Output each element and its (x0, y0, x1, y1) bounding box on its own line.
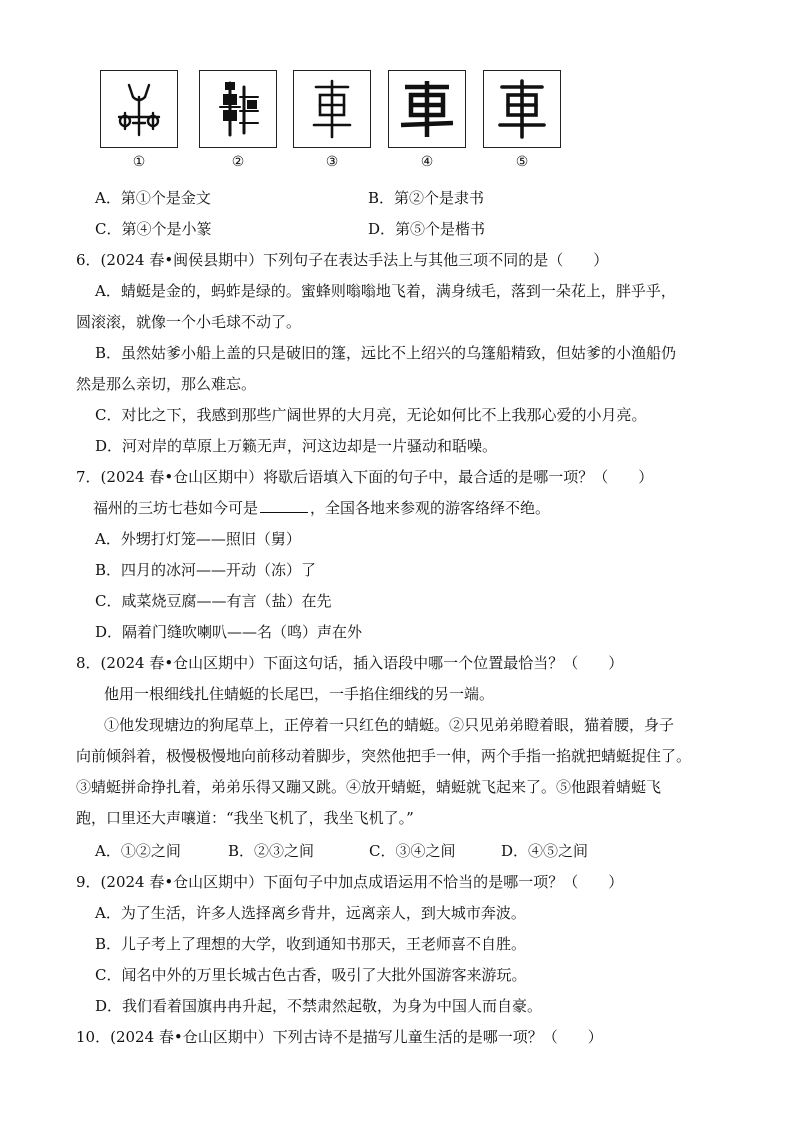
q8-option-b[interactable]: B．②③之间 (228, 842, 315, 860)
char-box-4 (388, 70, 466, 148)
q8-option-d[interactable]: D．④⑤之间 (501, 842, 589, 860)
q10-stem: 10．(2024 春•仓山区期中）下列古诗不是描写儿童生活的是哪一项？（ ） (76, 1028, 603, 1046)
q7-option-a[interactable]: A．外甥打灯笼——照旧（舅） (95, 530, 301, 548)
q7-text-after: ，全国各地来参观的游客络绎不绝。 (310, 499, 551, 517)
q6-option-b-line2: 然是那么亲切，那么难忘。 (76, 375, 257, 393)
jiaguwen-che-glyph-icon (107, 77, 171, 141)
char-num-1: ① (132, 154, 146, 170)
q8-option-c[interactable]: C．③④之间 (369, 842, 456, 860)
q6-option-a-line1[interactable]: A．蜻蜓是金的，蚂蚱是绿的。蜜蜂则嗡嗡地飞着，满身绒毛，落到一朵花上，胖乎乎， (95, 282, 676, 300)
character-evolution-row (100, 70, 570, 170)
char-box-3 (293, 70, 371, 148)
q8-passage-line2: 向前倾斜着，极慢极慢地向前移动着脚步，突然他把手一伸，两个手指一掐就把蜻蜓捉住了。 (76, 747, 692, 765)
q7-sentence (93, 498, 550, 518)
char-box-5 (483, 70, 561, 148)
char-cell-3 (293, 70, 371, 170)
char-num-3: ③ (325, 154, 339, 170)
char-box-2 (199, 70, 277, 148)
lishu-che-glyph-icon (395, 77, 459, 141)
char-cell-1 (100, 70, 178, 170)
q8-option-a[interactable]: A．①②之间 (95, 842, 181, 860)
char-num-5: ⑤ (515, 154, 529, 170)
char-num-2: ② (231, 154, 245, 170)
q7-text-before: 福州的三坊七巷如今可是 (93, 499, 259, 517)
q8-passage-line3: ③蜻蜓拼命挣扎着，弟弟乐得又蹦又跳。④放开蜻蜓，蜻蜓就飞起来了。⑤他跟着蜻蜓飞 (76, 778, 662, 796)
char-num-4: ④ (420, 154, 434, 170)
q5-option-c[interactable]: C．第④个是小篆 (95, 220, 212, 238)
q5-option-b[interactable]: B．第②个是隶书 (368, 189, 485, 207)
char-box-1 (100, 70, 178, 148)
q9-option-d[interactable]: D．我们看着国旗冉冉升起，不禁肃然起敬，为身为中国人而自豪。 (95, 997, 543, 1015)
char-cell-2 (199, 70, 277, 170)
q8-inserted-sentence: 他用一根细线扎住蜻蜓的长尾巴，一手掐住细线的另一端。 (104, 685, 495, 703)
q6-option-d[interactable]: D．河对岸的草原上万籁无声，河这边却是一片骚动和聒噪。 (95, 437, 498, 455)
q8-passage-line1: ①他发现塘边的狗尾草上，正停着一只红色的蜻蜓。②只见弟弟瞪着眼，猫着腰，身子 (104, 716, 675, 734)
q8-passage-line4: 跑，口里还大声嚷道：“我坐飞机了，我坐飞机了。” (76, 809, 414, 827)
char-cell-5 (483, 70, 561, 170)
q7-option-d[interactable]: D．隔着门缝吹喇叭——名（鸣）声在外 (95, 623, 363, 641)
q5-option-d[interactable]: D．第⑤个是楷书 (368, 220, 486, 238)
kaishu-che-glyph-icon (490, 77, 554, 141)
q9-stem: 9．(2024 春•仓山区期中）下面句子中加点成语运用不恰当的是哪一项？（ ） (76, 873, 624, 891)
q6-option-c[interactable]: C．对比之下，我感到那些广阔世界的大月亮，无论如何比不上我那心爱的小月亮。 (95, 406, 647, 424)
q9-option-b[interactable]: B．儿子考上了理想的大学，收到通知书那天，王老师喜不自胜。 (95, 935, 527, 953)
char-cell-4 (388, 70, 466, 170)
jinwen-che-glyph-icon (206, 77, 270, 141)
q7-option-b[interactable]: B．四月的冰河——开动（冻）了 (95, 561, 317, 579)
q9-option-c[interactable]: C．闻名中外的万里长城古色古香，吸引了大批外国游客来游玩。 (95, 966, 527, 984)
q7-blank[interactable] (260, 498, 308, 513)
q6-stem: 6．(2024 春•闽侯县期中）下列句子在表达手法上与其他三项不同的是（ ） (76, 251, 609, 269)
q9-option-a[interactable]: A．为了生活，许多人选择离乡背井，远离亲人，到大城市奔波。 (95, 904, 526, 922)
q8-stem: 8．(2024 春•仓山区期中）下面这句话，插入语段中哪一个位置最恰当？（ ） (76, 654, 624, 672)
q7-option-c[interactable]: C．咸菜烧豆腐——有言（盐）在先 (95, 592, 332, 610)
q6-option-a-line2: 圆滚滚，就像一个小毛球不动了。 (76, 313, 302, 331)
q5-option-a[interactable]: A．第①个是金文 (95, 189, 211, 207)
q6-option-b-line1[interactable]: B．虽然姑爹小船上盖的只是破旧的篷，远比不上绍兴的乌篷船精致，但姑爹的小渔船仍 (95, 344, 677, 362)
xiaozhuan-che-glyph-icon (300, 77, 364, 141)
q7-stem: 7．(2024 春•仓山区期中）将歇后语填入下面的句子中，最合适的是哪一项？（ ） (76, 468, 654, 486)
